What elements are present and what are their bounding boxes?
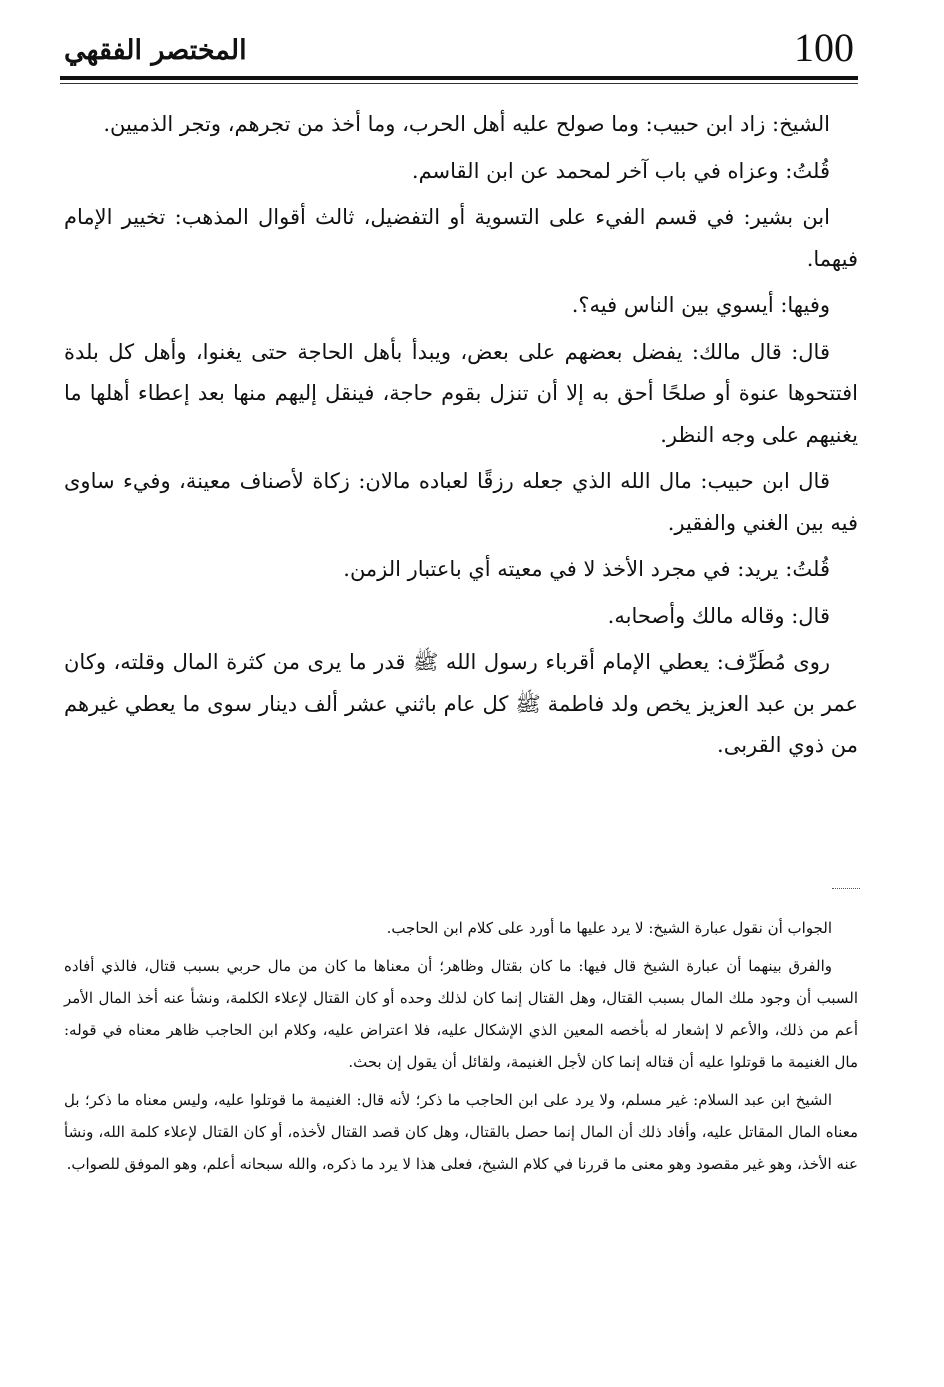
main-paragraph: الشيخ: زاد ابن حبيب: وما صولح عليه أهل الحرب، وما أخذ من تجرهم، وتجر الذميين. bbox=[103, 112, 830, 136]
page-header bbox=[64, 26, 854, 82]
main-text bbox=[64, 104, 858, 772]
main-paragraph: وفيها: أيسوي بين الناس فيه؟. bbox=[571, 293, 830, 317]
main-paragraph: روى مُطَرِّف: يعطي الإمام أقرباء رسول الله ﷺ قدر ما يرى من كثرة المال وقلته، وكان عمر بن عبد العزيز يخص ولد فاطمة ﷺ كل عام باثني عشر ألف دينار سوى ما يعطي غيرهم من ذوي القربى. bbox=[64, 650, 858, 757]
main-paragraph: قال: قال مالك: يفضل بعضهم على بعض، ويبدأ بأهل الحاجة حتى يغنوا، وأهل كل بلدة افتتحوها عنوة أو صلحًا أحق به إلا أن تنزل بقوم حاجة، فينقل إليهم منها بعد إعطاء أهلها ما يغنيهم على وجه النظر. bbox=[64, 339, 858, 447]
main-paragraph: قال ابن حبيب: مال الله الذي جعله رزقًا لعباده مالان: زكاة لأصناف معينة، وفيء ساوى فيه بين الغني والفقير. bbox=[64, 469, 858, 535]
footnote-paragraph: والفرق بينهما أن عبارة الشيخ قال فيها: ما كان بقتال وظاهر؛ أن معناها ما كان من مال حربي بسبب قتال، فالذي أفاده السبب أن وجود ملك المال بسبب القتال، وهل القتال إنما كان لذلك وحده أو كان القتال لإعلاء الكلمة، ونشأ عنه أخذ المال الأمر أعم من ذلك، والأعم لا إشعار له بأخصه المعين الذي الإشكال عليه، فلا اعتراض عليه، وكلام ابن الحاجب ظاهر معناه في قوله: مال الغنيمة ما قوتلوا عليه أن قتاله إنما كان لأجل الغنيمة، ولقائل أن يقول إن بحث. bbox=[64, 957, 858, 1071]
main-paragraph: قال: وقاله مالك وأصحابه. bbox=[607, 603, 830, 628]
main-paragraph: ابن بشير: في قسم الفيء على التسوية أو التفضيل، ثالث أقوال المذهب: تخيير الإمام فيهما. bbox=[64, 205, 858, 271]
header-rule-thick bbox=[60, 76, 858, 80]
footnote-separator bbox=[832, 888, 860, 890]
main-paragraph: قُلتُ: يريد: في مجرد الأخذ لا في معيته أي باعتبار الزمن. bbox=[343, 557, 830, 581]
footnote-paragraph: الجواب أن نقول عبارة الشيخ: لا يرد عليها ما أورد على كلام ابن الحاجب. bbox=[386, 919, 832, 937]
footnote-paragraph: الشيخ ابن عبد السلام: غير مسلم، ولا يرد على ابن الحاجب ما ذكر؛ لأنه قال: الغنيمة ما قوتلوا عليه، وليس معناه ما ذكر؛ بل معناه المال المقاتل عليه، وأفاد ذلك أن المال إنما حصل بالقتال، وهل كان قصد القتال لأخذه، أو كان القتال لإعلاء كلمة الله، ونشأ عنه الأخذ، وهو غير مقصود وهو معنى ما قررنا في كلام الشيخ، فعلى هذا لا يرد ما ذكره، والله سبحانه أعلم، وهو الموفق للصواب. bbox=[64, 1091, 858, 1173]
page-number: 100 bbox=[794, 25, 854, 70]
running-title: المختصر الفقهي bbox=[64, 35, 247, 66]
header-rule-thin bbox=[60, 83, 858, 84]
main-paragraph: قُلتُ: وعزاه في باب آخر لمحمد عن ابن القاسم. bbox=[411, 158, 830, 183]
footnotes bbox=[64, 912, 858, 1186]
